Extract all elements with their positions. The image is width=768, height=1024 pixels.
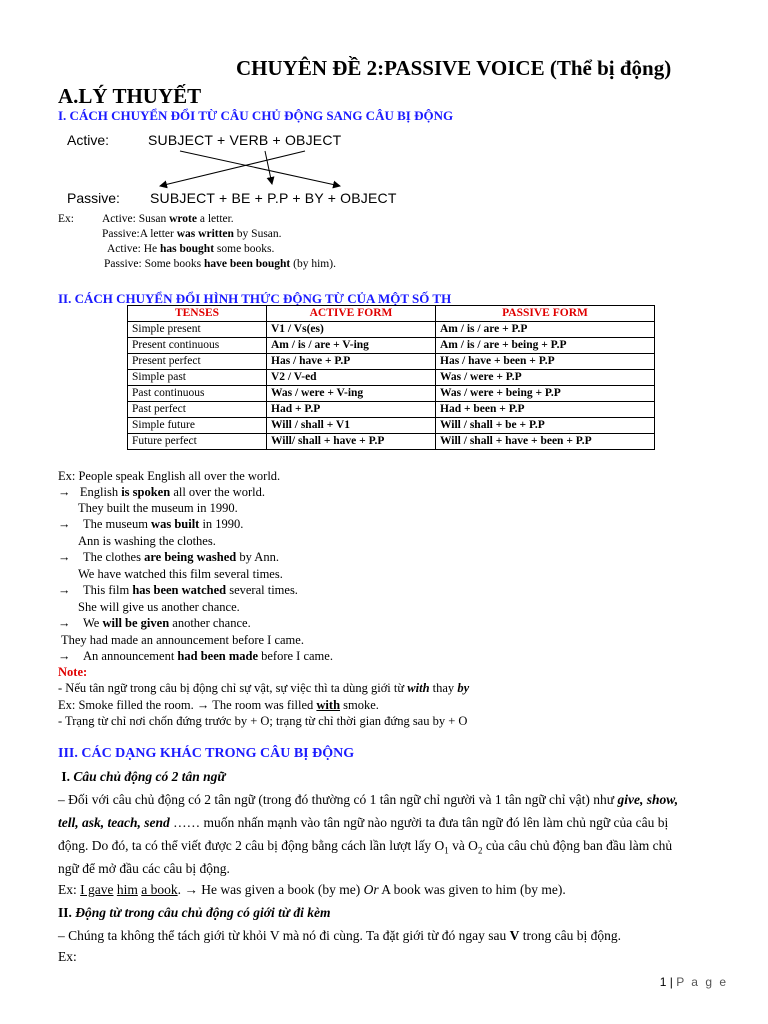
page-title: CHUYÊN ĐỀ 2:PASSIVE VOICE (Thể bị động) [236,56,672,80]
passive-cell: Had + been + P.P [436,402,655,418]
example-line: Active: He has bought some books. [107,243,275,255]
arrow-icon: → [58,550,71,564]
page-number: 1 [659,975,667,989]
paragraph-line: – Chúng ta không thể tách giới từ khỏi V mà nó đi cùng. Ta đặt giới từ đó ngay sau V trong câu bị động. [58,928,622,943]
table-row [128,370,655,386]
section-a-heading: A.LÝ THUYẾT [58,84,202,108]
active-cell: Has / have + P.P [267,354,436,370]
note-line: - Nếu tân ngữ trong câu bị động chỉ sự vật, sự việc thì ta dùng giới từ with thay by [58,681,470,695]
passive-cell: Am / is / are + P.P [436,322,655,338]
passive-cell: Will / shall + have + been + P.P [436,434,655,450]
example-line: They built the museum in 1990. [78,501,238,515]
table-row [128,338,655,354]
example-line: Ex: I gave him a book. → He was given a book (by me) Or A book was given to him (by me). [58,882,566,897]
tense-cell: Past perfect [128,402,267,418]
tense-cell: Present perfect [128,354,267,370]
tenses-table [127,305,655,450]
table-row [128,386,655,402]
example-line: They had made an announcement before I came. [61,633,304,647]
ex-label: Ex: [58,213,74,225]
tense-cell: Past continuous [128,386,267,402]
passive-cell: Has / have + been + P.P [436,354,655,370]
example-line: Ex: People speak English all over the world. [58,469,281,483]
example-line: → This film has been watched several times. [58,583,298,597]
example-line: Passive: Some books have been bought (by him). [104,258,336,270]
active-formula: SUBJECT + VERB + OBJECT [148,132,342,148]
page-label: P a g e [676,975,728,989]
section-1-heading: I. CÁCH CHUYỂN ĐỔI TỪ CÂU CHỦ ĐỘNG SANG CÂU BỊ ĐỘNG [58,108,454,123]
arrow-icon: → [58,649,71,663]
header-passive-form: PASSIVE FORM [436,306,655,322]
active-cell: V2 / V-ed [267,370,436,386]
passive-label: Passive: [67,190,120,206]
tense-cell: Present continuous [128,338,267,354]
tense-cell: Future perfect [128,434,267,450]
arrow-icon: → [58,517,71,531]
note-line: Ex: Smoke filled the room. → The room was filled with smoke. [58,698,379,712]
note-line: - Trạng từ chỉ nơi chốn đứng trước by + O; trạng từ chỉ thời gian đứng sau by + O [58,714,468,728]
example-line: Ann is washing the clothes. [78,534,216,548]
active-cell: Had + P.P [267,402,436,418]
example-line: → We will be given another chance. [58,616,251,630]
header-active-form: ACTIVE FORM [267,306,436,322]
paragraph-line: ngữ để mở đầu các câu bị động. [58,861,230,876]
part-1-heading: I. Câu chủ động có 2 tân ngữ [61,769,226,784]
section-2-heading: II. CÁCH CHUYỂN ĐỔI HÌNH THỨC ĐỘNG TỪ CỦA MỘT SỐ TH [58,291,452,306]
table-row [128,434,655,450]
table-row [128,354,655,370]
passive-cell: Will / shall + be + P.P [436,418,655,434]
part-2-heading: II. Động từ trong câu chủ động có giới từ đi kèm [58,905,331,920]
paragraph-line: động. Do đó, ta có thể viết được 2 câu bị động bằng cách lần lượt lấy $O_1$ và $O_2$ của câu chủ động ban đầu làm chủ [58,838,673,856]
arrow-icon: → [58,583,71,597]
tense-cell: Simple past [128,370,267,386]
passive-cell: Was / were + being + P.P [436,386,655,402]
example-line: Passive:A letter was written by Susan. [102,228,282,240]
example-line: Active: Susan wrote a letter. [102,213,234,225]
active-cell: Am / is / are + V-ing [267,338,436,354]
example-line: Ex: [58,949,77,964]
example-line: → The clothes are being washed by Ann. [58,550,279,564]
conversion-arrows [140,148,360,196]
section-3-heading: III. CÁC DẠNG KHÁC TRONG CÂU BỊ ĐỘNG [58,746,355,761]
example-line: She will give us another chance. [78,600,240,614]
active-cell: Will / shall + V1 [267,418,436,434]
passive-cell: Am / is / are + being + P.P [436,338,655,354]
header-tenses: TENSES [128,306,267,322]
tense-cell: Simple future [128,418,267,434]
example-line: → English is spoken all over the world. [58,485,265,499]
passive-cell: Was / were + P.P [436,370,655,386]
table-row [128,402,655,418]
passive-formula: SUBJECT + BE + P.P + BY + OBJECT [150,190,397,206]
active-cell: V1 / Vs(es) [267,322,436,338]
tense-cell: Simple present [128,322,267,338]
paragraph-line: tell, ask, teach, send …… muốn nhấn mạnh vào tân ngữ nào người ta đưa tân ngữ đó lên làm chủ ngữ của câu bị [58,815,669,830]
paragraph-line: – Đối với câu chủ động có 2 tân ngữ (trong đó thường có 1 tân ngữ chỉ người và 1 tân ngữ chỉ vật) như give, show, [58,792,679,807]
active-cell: Was / were + V-ing [267,386,436,402]
arrow-icon: → [58,485,71,499]
example-line: → The museum was built in 1990. [58,517,244,531]
active-cell: Will/ shall + have + P.P [267,434,436,450]
note-title: Note: [58,665,88,679]
example-line: We have watched this film several times. [78,567,283,581]
page-footer: 1 | P a g e [659,975,728,989]
example-line: → An announcement had been made before I came. [58,649,333,663]
table-row [128,322,655,338]
table-row [128,418,655,434]
arrow-icon: → [58,616,71,630]
active-label: Active: [67,132,110,148]
table-header-row [128,306,655,322]
